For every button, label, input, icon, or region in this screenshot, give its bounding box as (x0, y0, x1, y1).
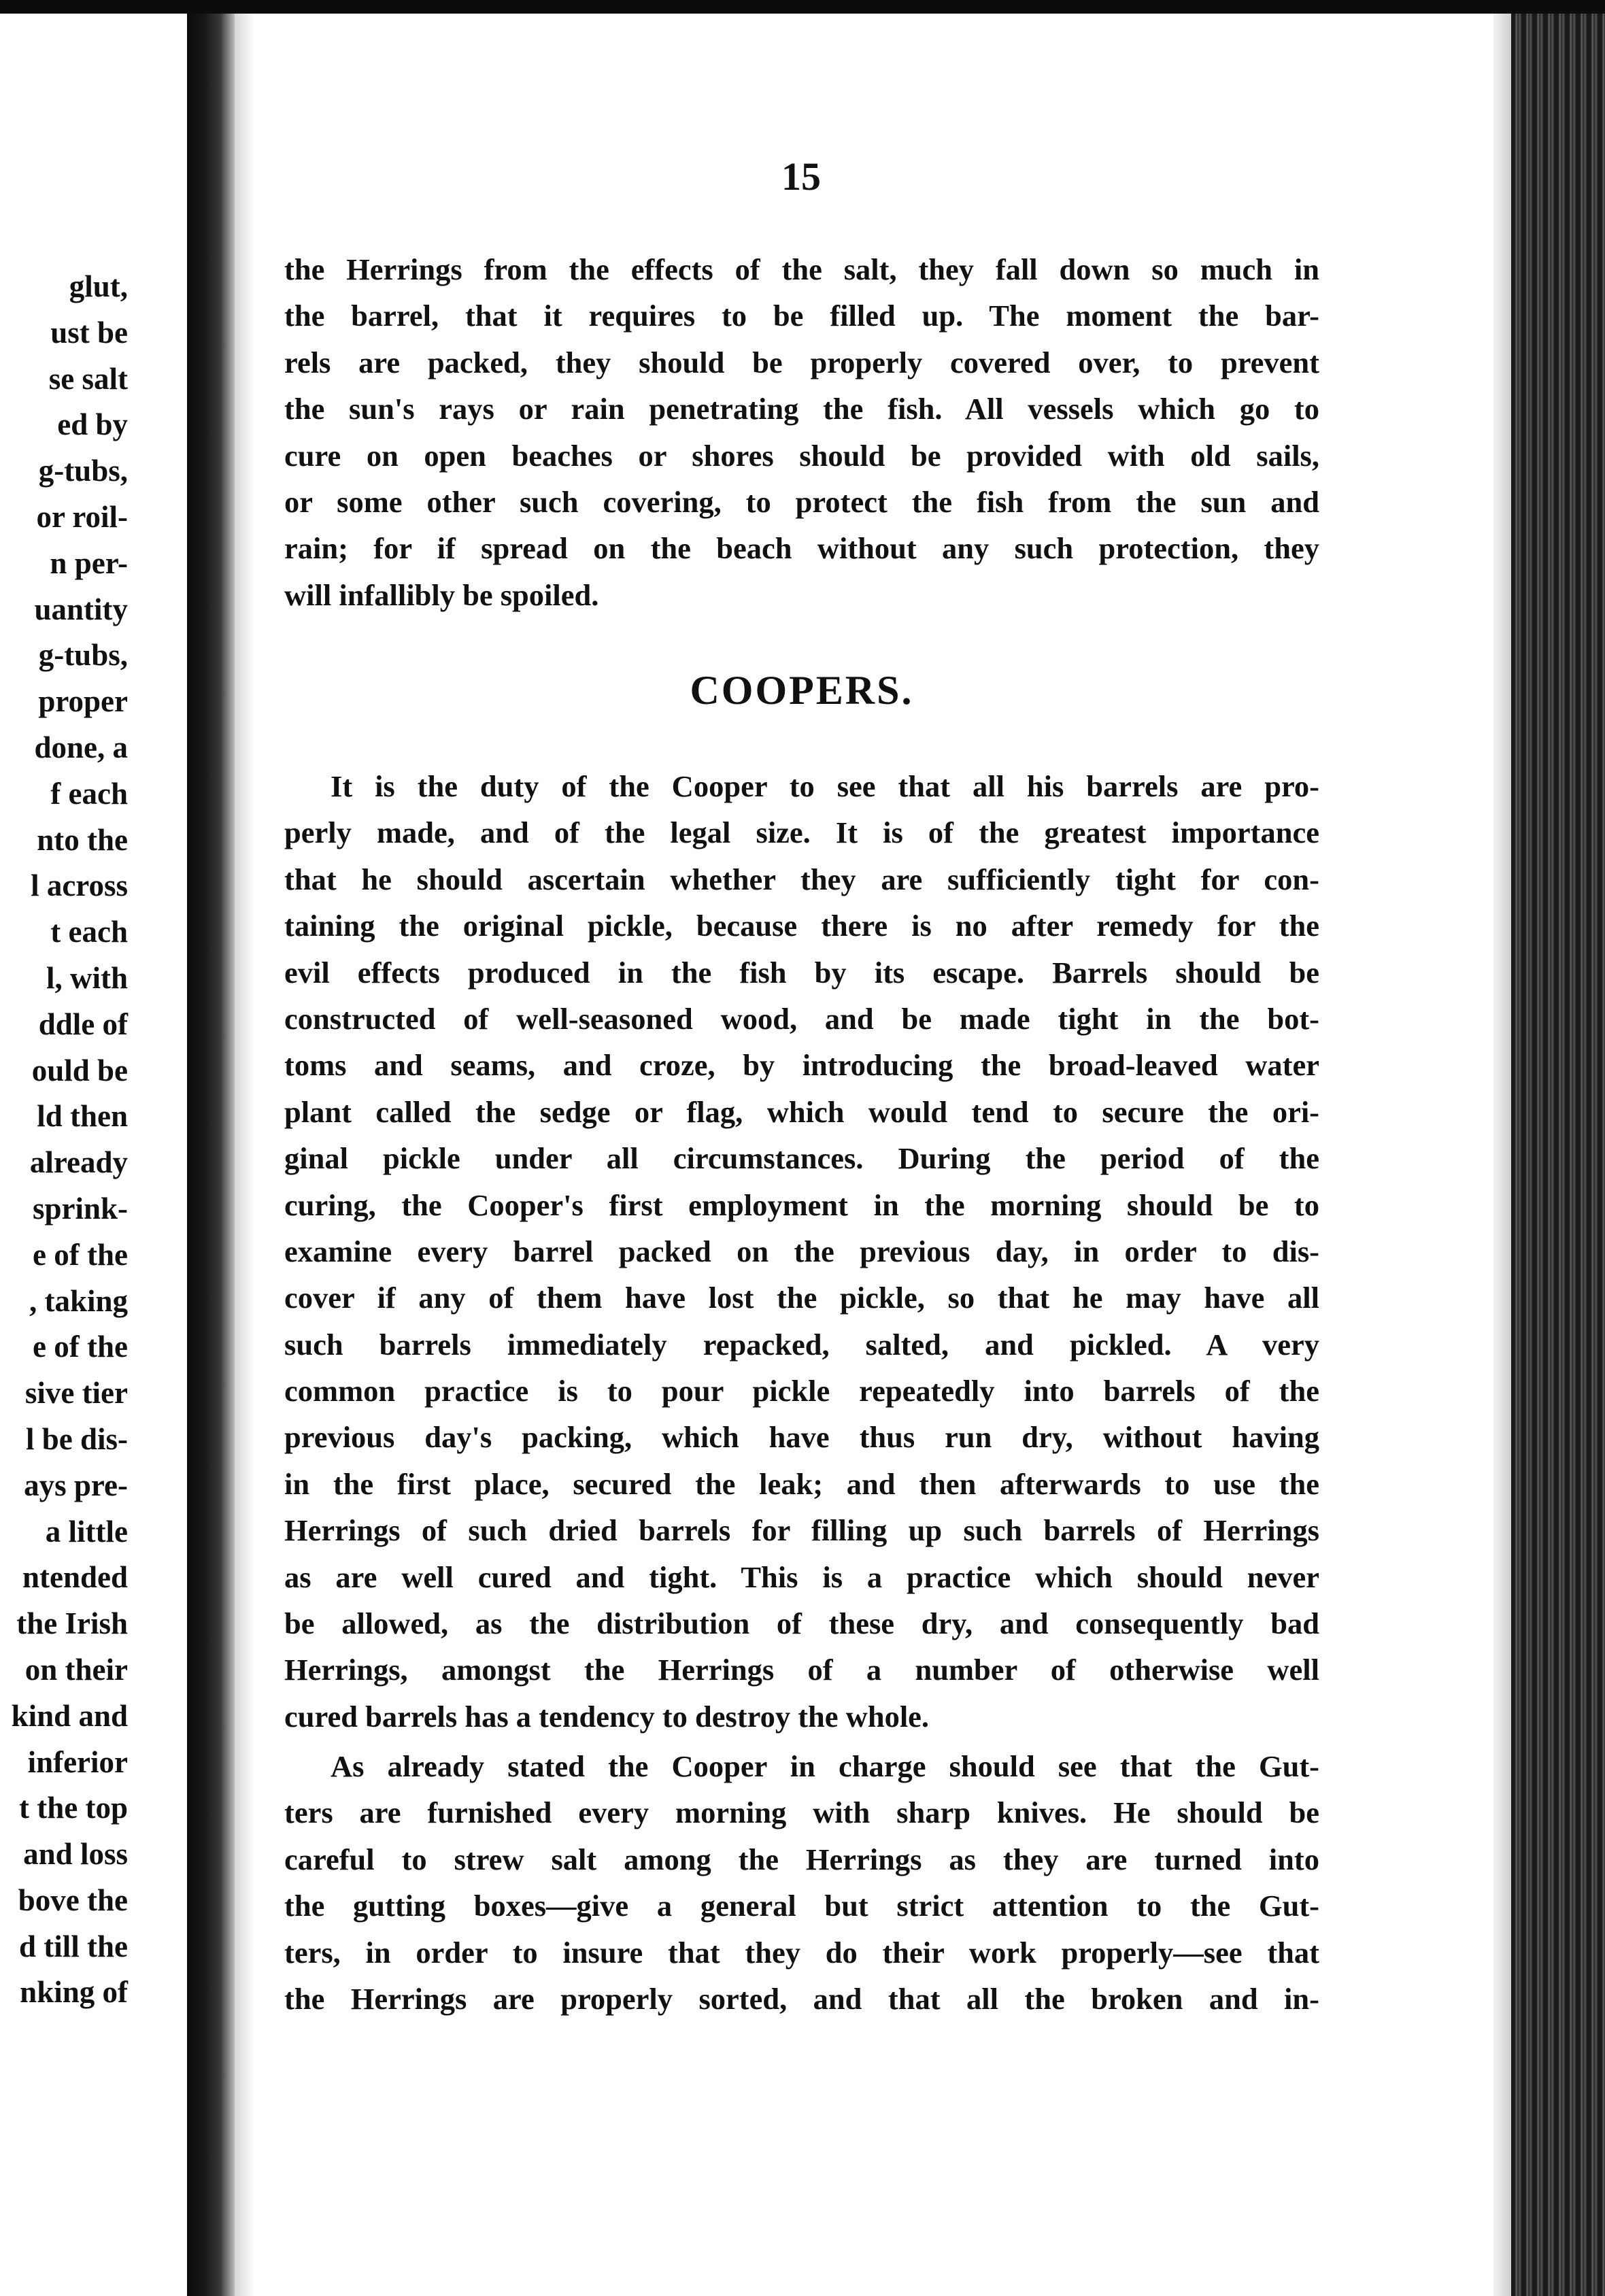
text-line: the barrel, that it requires to be filled up. The moment the bar- (284, 299, 1319, 333)
facing-page-line: ould be (31, 1053, 128, 1087)
facing-page-line: on their (24, 1652, 128, 1687)
text-line: the Herrings from the effects of the salt, they fall down so much in (284, 252, 1319, 286)
text-line: evil effects produced in the fish by its escape. Barrels should be (284, 955, 1319, 990)
text-line: ters are furnished every morning with sharp knives. He should be (284, 1795, 1319, 1830)
book-page-edges (1511, 14, 1605, 2296)
facing-page-line: a little (45, 1514, 128, 1549)
text-line: plant called the sedge or flag, which would tend to secure the ori- (284, 1094, 1319, 1129)
text-line: careful to strew salt among the Herrings as they are turned into (284, 1842, 1319, 1876)
facing-page-text (0, 264, 128, 2016)
text-line: that he should ascertain whether they are sufficiently tight for con- (284, 862, 1319, 896)
scan-top-border (0, 0, 1605, 14)
facing-page-line: nking of (20, 1975, 128, 2010)
facing-page-line: already (29, 1145, 128, 1180)
facing-page-line: kind and (11, 1698, 128, 1733)
text-line: toms and seams, and croze, by introducing the broad-leaved water (284, 1048, 1319, 1083)
text-line: as are well cured and tight. This is a practice which should never (284, 1559, 1319, 1594)
book-gutter (187, 14, 235, 2296)
facing-page-line: ust be (50, 315, 128, 350)
text-line: in the first place, secured the leak; and then afterwards to use the (284, 1466, 1319, 1501)
facing-page-line: uantity (34, 592, 128, 626)
facing-page-line: e of the (33, 1237, 128, 1272)
facing-page-line: d till the (18, 1929, 128, 1963)
facing-page-line: nto the (37, 822, 128, 857)
text-line: cover if any of them have lost the pickle, so that he may have all (284, 1281, 1319, 1315)
text-line: will infallibly be spoiled. (284, 577, 599, 612)
facing-page-line: l across (31, 868, 128, 903)
text-line: such barrels immediately repacked, salted, and pickled. A very (284, 1327, 1319, 1362)
facing-page-line: proper (38, 684, 128, 719)
continuation-paragraph (284, 246, 1319, 618)
facing-page-line: t the top (19, 1791, 128, 1825)
text-line: curing, the Cooper's first employment in the morning should be to (284, 1187, 1319, 1222)
text-line: rain; for if spread on the beach without any such protection, they (284, 531, 1319, 566)
text-line: ters, in order to insure that they do their work properly—see that (284, 1935, 1319, 1970)
text-line: the Herrings are properly sorted, and that all the broken and in- (284, 1981, 1319, 2016)
text-line: perly made, and of the legal size. It is of the greatest importance (284, 815, 1319, 850)
facing-page-line: bove the (18, 1883, 128, 1917)
facing-page-line: and loss (23, 1837, 128, 1872)
facing-page-line: se salt (48, 361, 128, 396)
facing-page-line: t each (50, 915, 128, 949)
text-line: Herrings, amongst the Herrings of a number of otherwise well (284, 1653, 1319, 1687)
text-line: previous day's packing, which have thus run dry, without having (284, 1420, 1319, 1455)
text-line: Herrings of such dried barrels for filling up such barrels of Herrings (284, 1513, 1319, 1548)
text-line: the sun's rays or rain penetrating the fish. All vessels which go to (284, 392, 1319, 426)
text-line: taining the original pickle, because there is no after remedy for the (284, 909, 1319, 943)
facing-page-line: f each (50, 776, 128, 811)
coopers-paragraph-2 (284, 1743, 1319, 2022)
coopers-paragraph-1 (284, 763, 1319, 1740)
facing-page-line: l be dis- (25, 1421, 128, 1456)
facing-page-line: done, a (34, 730, 128, 764)
facing-page-line: ddle of (38, 1007, 128, 1041)
facing-page-line: ntended (22, 1560, 128, 1595)
facing-page-line: sprink- (32, 1191, 128, 1226)
facing-page-line: g-tubs, (38, 638, 128, 673)
facing-page-line: ld then (37, 1099, 128, 1134)
text-line: or some other such covering, to protect the fish from the sun and (284, 484, 1319, 519)
section-heading: COOPERS. (690, 668, 914, 713)
page-number: 15 (781, 154, 821, 199)
gutter-shadow (235, 14, 255, 2296)
facing-page-line: , taking (29, 1283, 128, 1318)
text-line: It is the duty of the Cooper to see that all his barrels are pro- (331, 769, 1319, 803)
text-line: constructed of well-seasoned wood, and be made tight in the bot- (284, 1001, 1319, 1036)
text-line: the gutting boxes—give a general but strict attention to the Gut- (284, 1889, 1319, 1923)
text-line: common practice is to pour pickle repeatedly into barrels of the (284, 1374, 1319, 1408)
text-line: As already stated the Cooper in charge should see that the Gut- (331, 1749, 1319, 1783)
text-line: examine every barrel packed on the previous day, in order to dis- (284, 1234, 1319, 1268)
facing-page-line: or roil- (36, 499, 128, 534)
facing-page-line: sive tier (24, 1376, 128, 1411)
facing-page-line: e of the (33, 1330, 128, 1364)
text-line: ginal pickle under all circumstances. During the period of the (284, 1141, 1319, 1176)
facing-page-line: n per- (50, 545, 128, 580)
facing-page-line: the Irish (16, 1606, 128, 1641)
facing-page-line: g-tubs, (38, 454, 128, 488)
text-line: rels are packed, they should be properly covered over, to prevent (284, 345, 1319, 379)
facing-page-line: ays pre- (24, 1468, 128, 1502)
text-line: be allowed, as the distribution of these dry, and consequently bad (284, 1606, 1319, 1641)
text-line: cure on open beaches or shores should be provided with old sails, (284, 438, 1319, 473)
facing-page-line: l, with (46, 960, 128, 995)
page-edge-curl (1493, 14, 1511, 2296)
facing-page-line: glut, (69, 269, 128, 303)
text-line: cured barrels has a tendency to destroy the whole. (284, 1699, 930, 1734)
facing-page-fragment (0, 14, 187, 2296)
facing-page-line: ed by (57, 407, 128, 442)
facing-page-line: inferior (27, 1744, 128, 1779)
